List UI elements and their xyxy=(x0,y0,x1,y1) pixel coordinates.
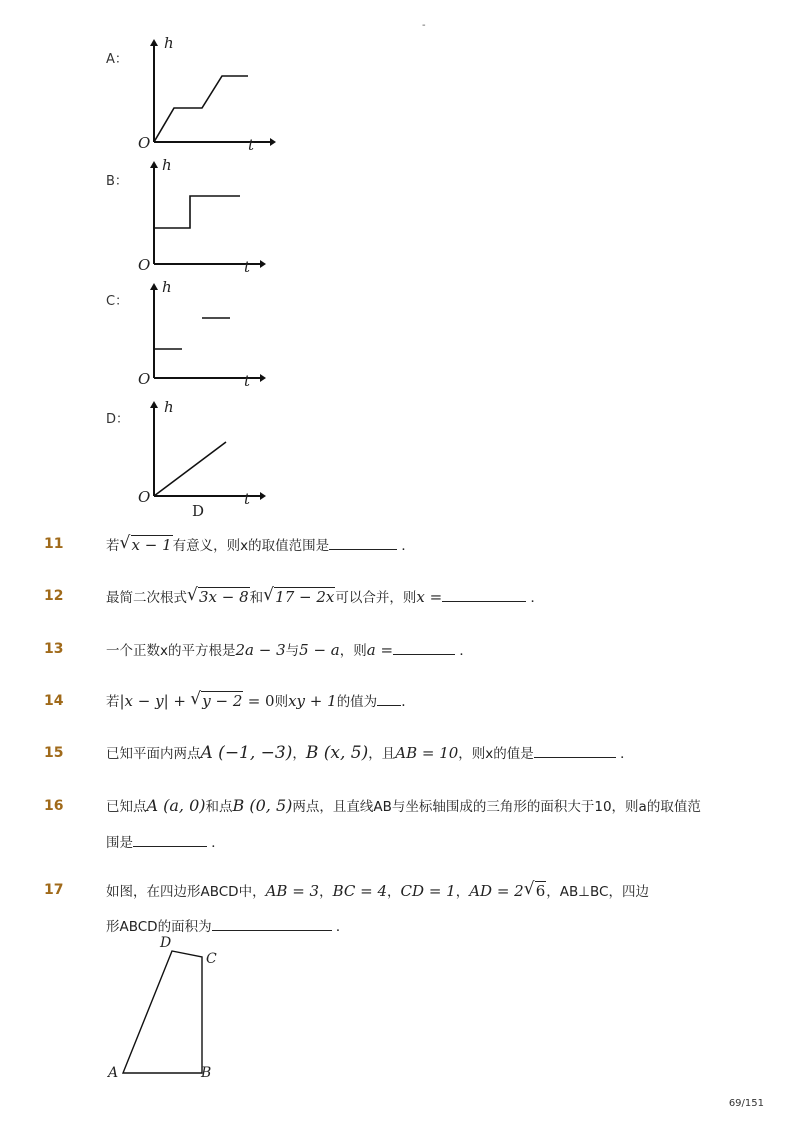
question-number: 13 xyxy=(44,641,64,657)
option-d-caption: D xyxy=(192,502,205,520)
axis-t-label: t xyxy=(248,136,255,154)
question-16-line2: 围是 ． xyxy=(106,835,225,851)
option-d-label: D： xyxy=(106,412,130,427)
question-number: 11 xyxy=(44,536,64,552)
question-13: 一个正数x的平方根是2a − 3与5 − a，则a = ． xyxy=(106,641,473,659)
graph-line xyxy=(154,442,226,496)
h-axis-arrow-icon xyxy=(150,401,158,408)
question-12: 最简二次根式 √ 3x − 8和 √ 17 − 2x可以合并，则x = ． xyxy=(106,585,544,606)
t-axis-arrow-icon xyxy=(270,138,276,146)
axis-t-label: t xyxy=(244,372,251,390)
question-number: 14 xyxy=(44,693,64,709)
h-axis-arrow-icon xyxy=(150,161,158,168)
axis-h-label: h xyxy=(164,398,174,416)
axis-h-label: h xyxy=(164,34,174,52)
option-c-graph xyxy=(140,278,280,402)
question-11: 若 √ x − 1有意义，则x的取值范围是 ． xyxy=(106,533,415,554)
question-number: 16 xyxy=(44,798,64,814)
answer-blank xyxy=(393,642,455,655)
answer-blank xyxy=(329,537,397,550)
question-14: 若|x − y| + √ y − 2 = 0则xy + 1的值为 . xyxy=(106,689,406,710)
answer-blank xyxy=(133,834,207,847)
origin-label: O xyxy=(138,134,151,152)
quadrilateral-figure xyxy=(100,935,240,1089)
option-a-label: A： xyxy=(106,52,128,67)
vertex-d-label: D xyxy=(160,935,172,951)
axis-t-label: t xyxy=(244,258,251,276)
option-a-graph xyxy=(140,36,280,160)
axis-t-label: t xyxy=(244,490,251,508)
origin-label: O xyxy=(138,370,151,388)
vertex-c-label: C xyxy=(206,951,217,967)
graph-line xyxy=(154,76,248,142)
question-17-line1: 如图，在四边形ABCD中，AB = 3，BC = 4，CD = 1，AD = 2 √ 6，AB⊥BC，四边 xyxy=(106,879,649,900)
answer-blank xyxy=(212,918,332,931)
question-number: 17 xyxy=(44,882,64,898)
option-b-label: B： xyxy=(106,174,128,189)
question-16-line1: 已知点A (a, 0)和点B (0, 5)两点，且直线AB与坐标轴围成的三角形的面积大于10，则a的取值范 xyxy=(106,796,701,815)
answer-blank xyxy=(534,745,616,758)
question-number: 12 xyxy=(44,588,64,604)
page-number: 69/151 xyxy=(728,1098,764,1109)
option-b-graph xyxy=(140,158,280,282)
graph-line xyxy=(154,196,240,228)
question-15: 已知平面内两点A (−1, −3)，B (x, 5)，且AB = 10，则x的值是 ． xyxy=(106,743,634,763)
question-17-line2: 形ABCD的面积为 ． xyxy=(106,919,350,935)
question-number: 15 xyxy=(44,745,64,761)
t-axis-arrow-icon xyxy=(260,260,266,268)
option-c-label: C： xyxy=(106,294,129,309)
t-axis-arrow-icon xyxy=(260,492,266,500)
answer-blank xyxy=(442,589,526,602)
axis-h-label: h xyxy=(162,278,172,296)
header-dash: - xyxy=(422,20,426,31)
option-d-graph xyxy=(140,396,280,520)
t-axis-arrow-icon xyxy=(260,374,266,382)
origin-label: O xyxy=(138,488,151,506)
vertex-a-label: A xyxy=(108,1065,119,1081)
quadrilateral-abcd xyxy=(123,951,202,1073)
axis-h-label: h xyxy=(162,156,172,174)
h-axis-arrow-icon xyxy=(150,39,158,46)
h-axis-arrow-icon xyxy=(150,283,158,290)
origin-label: O xyxy=(138,256,151,274)
answer-blank xyxy=(377,693,401,706)
vertex-b-label: B xyxy=(201,1065,212,1081)
sqrt-expression: √ x − 1 xyxy=(119,533,172,554)
